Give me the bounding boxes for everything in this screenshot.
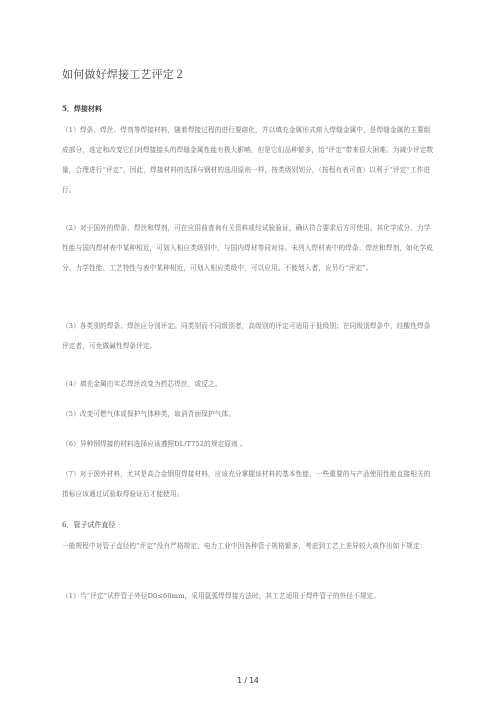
section-5-paragraph-5: （5）改变可燃气体或保护气体种类，取消背面保护气体。 <box>62 410 235 418</box>
section-6-paragraph-2: （1）当“评定”试件管子外径D0≤60mm，采用氩弧焊焊接方法时，其工艺适用于焊件管子的外径不规定。 <box>62 592 381 600</box>
document-title: 如何做好焊接工艺评定２ <box>62 68 186 81</box>
section-5-paragraph-7: （7）对于国外材料，尤其是高合金钢用焊接材料，应该充分掌握该材料的基本性能，一些重要的与产品使用性能直接相关的指标应该通过试验取得验证后才能使用。 <box>62 470 431 498</box>
section-5-paragraph-3: （3）各类别的焊条、焊丝应分别评定。同类别而不同级别者，高级别的评定可适用于低级别；在同级别焊条中，经酸性焊条评定者，可免做碱性焊条评定。 <box>62 322 431 350</box>
section-5-paragraph-6: （6）异种钢焊接的材料选择应该遵照DL/T752的规定原则 。 <box>62 440 247 448</box>
section-6-heading: 6．管子试件直径 <box>62 521 116 529</box>
page-number: 1 / 14 <box>237 676 259 685</box>
section-5-paragraph-1: （1）焊条、焊丝、焊剂等焊接材料，随着焊接过程的进行要熔化，并以填充金属形式熔入焊缝金属中，是焊缝金属的主要组成部分，选定和改变它们对焊接接头的焊缝金属性能有极大影响，但是它们品种繁多，给“评定”带来很大困难。为减少评定数量，合理进行“评定”，因此，焊接材料的选择与钢材的选用原则一样，按类级别划分，（按程有表可查）以利于“评定”工作进行。 <box>62 126 434 194</box>
section-6-paragraph-1: 一般规程中对管子直径的“评定”没有严格规定，电力工业中因各种管子规格繁多，考虑到工艺上差异较大故作出如下规定： <box>62 542 427 550</box>
section-5-paragraph-2: （2）对于国外的焊条、焊丝和焊剂，可在应用前查询有关资料或经试验验证，确认符合要求后方可使用。其化学成分、力学性能与国内焊材表中某种相近，可划入相应类级别中，与国内焊材等同对待。未列入焊材表中的焊条、焊丝和焊剂，如化学成分、力学性能、工艺特性与表中某种相近，可划入相应类级中，可以应用。不能划入者，应另行“评定”。 <box>62 224 433 272</box>
section-5-heading: 5．焊接材料 <box>62 104 102 113</box>
section-5-paragraph-4: （4）填充金属由实芯焊丝改变为药芯焊丝，或反之。 <box>62 380 222 388</box>
